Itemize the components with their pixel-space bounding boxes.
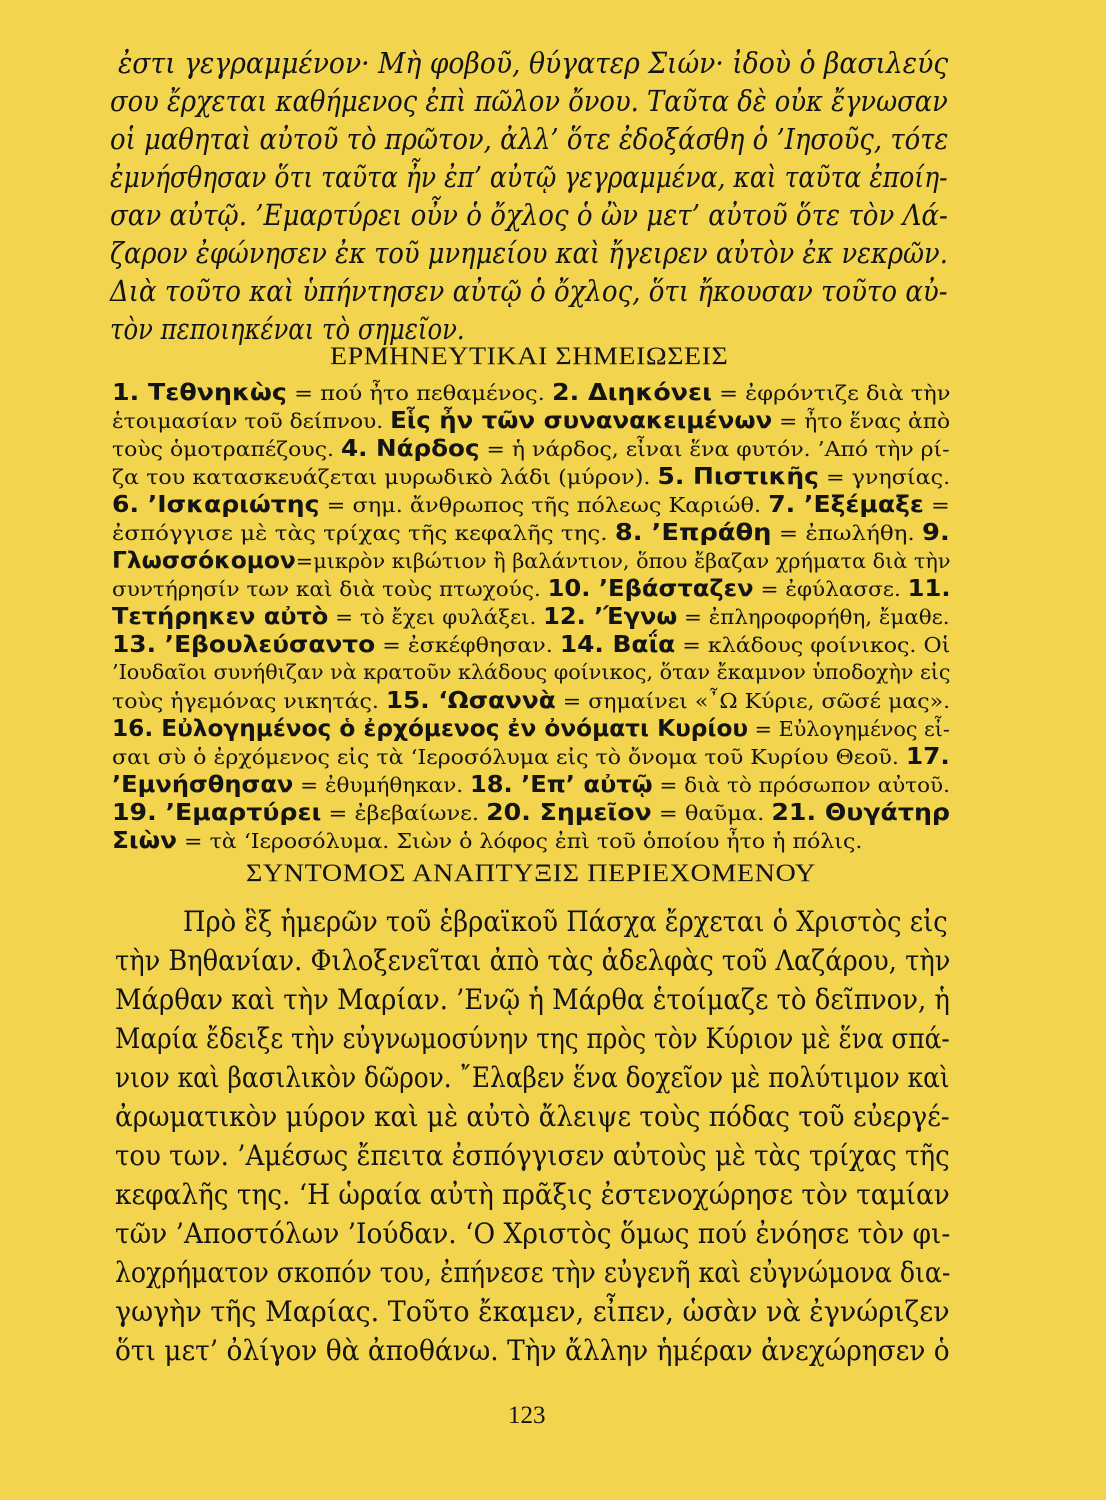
note-text: = ἐβεβαίωνε. [321, 801, 487, 825]
note-text: = τὰ ‘Ιεροσόλυμα. Σιὼν ὁ λόφος ἐπὶ τοῦ ὁποίου ἦτο ἡ πόλις. [177, 829, 863, 853]
note-term: 18. ’Επ’ αὐτῷ [469, 772, 653, 798]
summary-line: Πρὸ ἓξ ἡμερῶν τοῦ ἑβραϊκοῦ Πάσχα ἔρχεται ὁ Χριστὸς εἰς [183, 905, 948, 938]
note-text: = κλάδους φοίνικος. Οἱ [675, 633, 951, 657]
note-text: = ἐφύλασσε. [753, 577, 908, 601]
note-term: 4. Νάρδος [340, 436, 480, 462]
note-term: 13. ’Εβουλεύσαντο [112, 632, 376, 658]
note-text: = τὸ ἔχει φυλάξει. [328, 605, 544, 629]
note-line [112, 548, 950, 574]
notes-heading: ΕΡΜΗΝΕΥΤΙΚΑΙ ΣΗΜΕΙΩΣΕΙΣ [330, 343, 729, 370]
note-term: Τετήρηκεν αὐτὸ [112, 604, 329, 630]
summary-line: του των. ’Αμέσως ἔπειτα ἐσπόγγισεν αὐτοὺς μὲ τὰς τρίχας τῆς [115, 1139, 950, 1172]
note-term: 17. [905, 744, 950, 770]
note-line [112, 576, 951, 602]
note-term: Εἷς ἦν τῶν συνανακειμένων [390, 408, 773, 434]
passage-line: τὸν πεποιηκέναι τὸ σημεῖον. [110, 312, 465, 346]
note-term: 5. Πιστικῆς [657, 464, 819, 490]
note-line [112, 744, 950, 770]
note-text: ζα του κατασκευάζεται μυρωδικὸ λάδι (μύρον). [112, 465, 658, 489]
passage-line: σαν αὐτῷ. ’Εμαρτύρει οὖν ὁ ὄχλος ὁ ὢν μετ’ αὐτοῦ ὅτε τὸν Λά- [110, 198, 948, 232]
note-line [112, 688, 950, 714]
summary-line: ἀρωματικὸν μύρον καὶ μὲ αὐτὸ ἄλειψε τοὺς πόδας τοῦ εὐεργέ- [115, 1100, 950, 1133]
note-text: = [923, 493, 950, 517]
note-line [112, 408, 950, 434]
note-line [112, 828, 862, 854]
note-term: 16. Εὐλογημένος ὁ ἐρχόμενος ἐν ὀνόματι Κυρίου [112, 716, 749, 742]
passage-line: ζαρον ἐφώνησεν ἐκ τοῦ μνημείου καὶ ἤγειρεν αὐτὸν ἐκ νεκρῶν. [110, 236, 948, 270]
passage-line: σου ἔρχεται καθήμενος ἐπὶ πῶλον ὄνου. Ταῦτα δὲ οὐκ ἔγνωσαν [110, 84, 948, 118]
summary-line: Μάρθαν καὶ τὴν Μαρίαν. ’Ενῷ ἡ Μάρθα ἑτοίμαζε τὸ δεῖπνον, ἡ [115, 983, 950, 1016]
note-term: ’Εμνήσθησαν [112, 772, 294, 798]
note-term: 9. [922, 520, 950, 546]
note-term: 1. Τεθνηκὼς [112, 380, 287, 406]
summary-line: τῶν ’Αποστόλων ’Ιούδαν. ‘Ο Χριστὸς ὅμως πού ἐνόησε τὸν φι- [115, 1217, 951, 1250]
summary-line: γωγὴν τῆς Μαρίας. Τοῦτο ἔκαμεν, εἶπεν, ὡσὰν νὰ ἐγνώριζεν [115, 1295, 950, 1328]
note-text: = γνησίας. [818, 465, 951, 489]
note-line [112, 660, 950, 684]
note-term: Σιὼν [112, 828, 178, 854]
note-term: 19. ’Εμαρτύρει [112, 800, 322, 826]
note-term: 12. ’Έγνω [543, 604, 678, 630]
note-text: ’Ιουδαῖοι συνήθιζαν νὰ κρατοῦν κλάδους φοίνικος, ὅταν ἔκαμνον ὑποδοχὴν εἰς [112, 660, 951, 684]
summary-line: λοχρήματον σκοπόν του, ἐπήνεσε τὴν εὐγενῆ καὶ εὐγνώμονα δια- [115, 1256, 951, 1289]
note-line [112, 632, 950, 658]
note-text: = διὰ τὸ πρόσωπον αὐτοῦ. [652, 773, 950, 797]
note-text: = ἐπληροφορήθη, ἔμαθε. [677, 605, 950, 629]
note-line [112, 716, 950, 742]
note-term: 7. ’Εξέμαξε [768, 492, 924, 518]
summary-line: ὅτι μετ’ ὀλίγον θὰ ἀποθάνω. Τὴν ἄλλην ἡμέραν ἀνεχώρησεν ὁ [115, 1334, 950, 1367]
note-text: συντήρησίν των καὶ διὰ τοὺς πτωχούς. [112, 577, 548, 601]
note-term: 15. ‘Ωσαννὰ [385, 688, 556, 714]
passage-line: ἐστι γεγραμμένον· Μὴ φοβοῦ, θύγατερ Σιών· ἰδοὺ ὁ βασιλεύς [118, 46, 949, 80]
note-line [112, 604, 950, 630]
note-text: = σημαίνει «῏Ω Κύριε, σῶσέ μας». [555, 689, 951, 713]
note-text: σαι σὺ ὁ ἐρχόμενος εἰς τὰ ‘Ιεροσόλυμα εἰς τὸ ὄνομα τοῦ Κυρίου Θεοῦ. [112, 745, 906, 769]
note-term: 10. ’Εβάσταζεν [547, 576, 754, 602]
note-term: 20. Σημεῖον [486, 800, 652, 826]
note-term: 6. ’Ισκαριώτης [112, 492, 320, 518]
note-text: = ἡ νάρδος, εἶναι ἕνα φυτόν. ’Από τὴν ρί- [479, 437, 950, 461]
note-text: τοὺς ὁμοτραπέζους. [112, 437, 341, 461]
note-line [112, 520, 950, 546]
note-text: = ἦτο ἕνας ἀπὸ [772, 409, 951, 433]
note-term: 2. Διηκόνει [551, 380, 712, 406]
summary-heading: ΣΥΝΤΟΜΟΣ ΑΝΑΠΤΥΞΙΣ ΠΕΡΙΕΧΟΜΕΝΟΥ [246, 860, 816, 887]
note-text: = ἐφρόντιζε διὰ τὴν [711, 381, 951, 405]
note-line [112, 464, 950, 490]
note-term: 21. Θυγάτηρ [771, 800, 950, 826]
note-text: =μικρὸν κιβώτιον ἢ βαλάντιον, ὅπου ἔβαζαν χρήματα διὰ τὴν [295, 549, 951, 573]
note-line [112, 436, 950, 462]
note-term: 14. Βαΐα [559, 632, 676, 658]
note-line [112, 800, 950, 826]
note-line [112, 772, 950, 798]
summary-line: νιον καὶ βασιλικὸν δῶρον. ῎Ελαβεν ἕνα δοχεῖον μὲ πολύτιμον καὶ [115, 1061, 950, 1094]
note-line [112, 492, 950, 518]
note-term: Γλωσσόκομον [112, 548, 296, 574]
note-term: 11. [907, 576, 951, 602]
note-text: = Εὐλογημένος εἶ- [748, 717, 950, 741]
note-text: = σημ. ἄνθρωπος τῆς πόλεως Καριώθ. [319, 493, 769, 517]
note-text: ἑτοιμασίαν τοῦ δείπνου. [112, 409, 391, 433]
passage-line: Διὰ τοῦτο καὶ ὑπήντησεν αὐτῷ ὁ ὄχλος, ὅτι ἤκουσαν τοῦτο αὐ- [110, 274, 948, 308]
passage-line: οἱ μαθηταὶ αὐτοῦ τὸ πρῶτον, ἀλλ’ ὅτε ἐδοξάσθη ὁ ’Ιησοῦς, τότε [110, 122, 949, 156]
note-text: τοὺς ἡγεμόνας νικητάς. [112, 689, 386, 713]
note-term: 8. ’Επράθη [614, 520, 772, 546]
summary-line: τὴν Βηθανίαν. Φιλοξενεῖται ἀπὸ τὰς ἀδελφὰς τοῦ Λαζάρου, τὴν [115, 944, 951, 977]
note-text: = θαῦμα. [651, 801, 772, 825]
summary-line: Μαρία ἔδειξε τὴν εὐγνωμοσύνην της πρὸς τὸν Κύριον μὲ ἕνα σπά- [115, 1022, 950, 1055]
note-text: = ἐπωλήθη. [771, 521, 923, 545]
note-text: = ἐσκέφθησαν. [375, 633, 560, 657]
passage-line: ἐμνήσθησαν ὅτι ταῦτα ἦν ἐπ’ αὐτῷ γεγραμμένα, καὶ ταῦτα ἐποίη- [110, 160, 948, 194]
note-text: ἐσπόγγισε μὲ τὰς τρίχας τῆς κεφαλῆς της. [112, 521, 615, 545]
note-text: = πού ἦτο πεθαμένος. [286, 381, 552, 405]
note-text: = ἐθυμήθηκαν. [293, 773, 470, 797]
note-line [112, 380, 950, 406]
page-number: 123 [508, 1402, 546, 1429]
summary-line: κεφαλῆς της. ‘Η ὡραία αὐτὴ πρᾶξις ἐστενοχώρησε τὸν ταμίαν [115, 1178, 950, 1211]
